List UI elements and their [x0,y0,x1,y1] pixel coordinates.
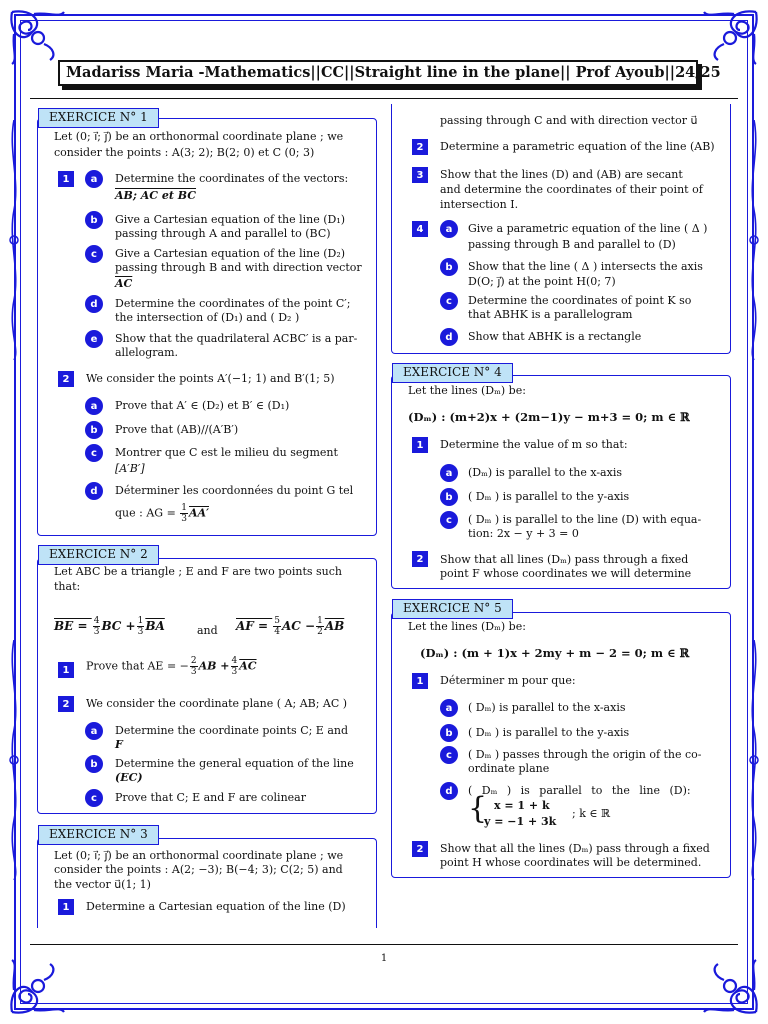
ex4-intro: Let the lines (Dₘ) be: [408,384,526,397]
ex4-q1b-text: ( Dₘ ) is parallel to the y-axis [468,490,630,503]
ex2-q2-text: We consider the coordinate plane ( A; AB; AC ) [86,697,348,710]
ex1-intro-line2: consider the points : A(3; 2); B(2; 0) et C (0; 3) [54,146,315,159]
ex3-q4d-letter: d [440,328,458,346]
ex3-intro-line3: the vector u⃗(1; 1) [54,878,151,891]
ex3-q4a-letter: a [440,220,458,238]
ex3-q4c-line1: Determine the coordinates of point K so [468,294,692,307]
exercise-2-label: EXERCICE N° 2 [38,545,159,565]
ex3-q4a-line2: passing through B and parallel to (D) [468,238,676,251]
ex1-q2c-letter: c [85,444,103,462]
ex4-q1a-letter: a [440,464,458,482]
ex1-q1c-line1: Give a Cartesian equation of the line (D₂) [115,247,346,260]
ex4-q2-line1: Show that all lines (Dₘ) pass through a fixed [440,553,689,566]
ex1-q1c-vector: $\overline{AC}$ [115,277,133,290]
ex5-q1b-letter: b [440,724,458,742]
ex1-q2a-text: Prove that A′ ∈ (D₂) et B′ ∈ (D₁) [115,399,290,412]
ex3-q4b-letter: b [440,258,458,276]
ex5-q2-number: 2 [412,841,428,857]
ex1-q2c-line2: [A′B′] [115,462,145,475]
corner-ornament-icon [700,4,764,68]
side-ornament-icon [746,640,762,880]
ex1-q2d-fraction: $\frac{1}{3}$ [181,503,188,524]
ex2-q2b-line2: (EC) [115,771,143,784]
page-number: 1 [380,953,388,964]
ex1-q1d-line2: the intersection of (D₁) and ( D₂ ) [115,311,300,324]
exercise-1-label: EXERCICE N° 1 [38,108,159,128]
ex1-q1e-line2: allelogram. [115,346,179,359]
ex2-intro-line2: that: [54,580,81,593]
ex1-q1d-letter: d [85,295,103,313]
ex1-q1b-line2: passing through A and parallel to (BC) [115,227,331,240]
ex5-equation: (Dₘ) : (m + 1)x + 2my + m − 2 = 0; m ∈ ℝ [420,646,690,660]
ex1-q1a-letter: a [85,170,103,188]
ex3-q3-line2: and determine the coordinates of their point of [440,183,703,196]
ex5-q2-line1: Show that all the lines (Dₘ) pass through a fixed [440,842,710,855]
ex3-q4d-text: Show that ABHK is a rectangle [468,330,642,343]
corner-ornament-icon [4,4,68,68]
ex5-q1d-system-line2: y = −1 + 3k [484,815,557,828]
ex1-q1c-letter: c [85,245,103,263]
side-ornament-icon [746,120,762,360]
ex2-q2a-line2: F [115,738,123,751]
ex5-q1d-letter: d [440,782,458,800]
page-title: Madariss Maria -Mathematics||CC||Straight line in the plane|| Prof Ayoub||24/25 [58,60,698,86]
ex2-q2b-letter: b [85,755,103,773]
ex5-q1d-system-line1: x = 1 + k [494,799,550,812]
ex2-q2b-line1: Determine the general equation of the line [115,757,354,770]
ex3-q4a-line1: Give a parametric equation of the line ( Δ ) [468,222,708,235]
ex1-q2b-text: Prove that (AB)//(A′B′) [115,423,239,436]
ex4-q1-number: 1 [412,437,428,453]
ex3-q4c-letter: c [440,292,458,310]
ex3-q4b-line2: D(O; j⃗) at the point H(0; 7) [468,275,616,288]
ex1-q1a-text: Determine the coordinates of the vectors: [115,172,349,185]
ex5-q1d-brace: { [468,791,488,826]
ex4-q1c-line1: ( Dₘ ) is parallel to the line (D) with equa- [468,513,702,526]
ex2-q2-number: 2 [58,696,74,712]
header-rule [30,98,738,99]
ex3-intro-line1: Let (0; i⃗; j⃗) be an orthonormal coordinate plane ; we [54,849,344,862]
ex2-equation-be: BE = $\frac{4}{3}$ BC + $\frac{1}{3}$ $\overline{BA}$ [54,616,165,637]
ex1-q2b-letter: b [85,421,103,439]
ex5-q1c-line1: ( Dₘ ) passes through the origin of the co- [468,748,702,761]
ex4-q1a-text: (Dₘ) is parallel to the x-axis [468,466,622,479]
ex2-q2a-line1: Determine the coordinate points C; E and [115,724,349,737]
ex1-q2-number: 2 [58,371,74,387]
ex1-q2a-letter: a [85,397,103,415]
exercise-3-label: EXERCICE N° 3 [38,825,159,845]
ex1-q1a-vectors: AB; AC et BC [115,189,197,202]
ex3-intro-line2: consider the points : A(2; −3); B(−4; 3); C(2; 5) and [54,863,343,876]
ex3-q3-number: 3 [412,167,428,183]
ex2-intro-line1: Let ABC be a triangle ; E and F are two points such [54,565,343,578]
ex3-q1-number: 1 [58,899,74,915]
footer-rule [30,944,738,945]
ex5-intro: Let the lines (Dₘ) be: [408,620,526,633]
ex3-q2-text: Determine a parametric equation of the line (AB) [440,140,715,153]
ex4-q1-text: Determine the value of m so that: [440,438,628,451]
ex2-q2c-letter: c [85,789,103,807]
ex1-q2c-line1: Montrer que C est le milieu du segment [115,446,338,459]
ex4-q1c-letter: c [440,511,458,529]
ex4-q1c-line2: tion: 2x − y + 3 = 0 [468,527,579,540]
ex5-q1a-text: ( Dₘ) is parallel to the x-axis [468,701,626,714]
side-ornament-icon [6,640,22,880]
ex1-q1-number: 1 [58,171,74,187]
ex2-q1-number: 1 [58,662,74,678]
ex1-q1e-line1: Show that the quadrilateral ACBC′ is a par- [115,332,358,345]
ex3-q1-line1: Determine a Cartesian equation of the line (D) [86,900,346,913]
ex4-q1b-letter: b [440,488,458,506]
ex5-q1d-k: ; k ∈ ℝ [572,807,611,820]
ex5-q1b-text: ( Dₘ ) is parallel to the y-axis [468,726,630,739]
ex1-q1e-letter: e [85,330,103,348]
ex2-equation-af: AF = $\frac{5}{4}$ AC − $\frac{1}{2}$ $\overline{AB}$ [236,616,345,637]
ex2-q1-text: Prove that AE = − $\frac{2}{3}$ AB + $\frac{4}{3}$ $\overline{AC}$ [86,656,257,677]
ex1-q2d-line1: Déterminer les coordonnées du point G tel [115,484,354,497]
exercise-4-label: EXERCICE N° 4 [392,363,513,383]
ex5-q1a-letter: a [440,699,458,717]
ex3-q2-number: 2 [412,139,428,155]
ex5-q2-line2: point H whose coordinates will be determined. [440,856,702,869]
exercise-5-label: EXERCICE N° 5 [392,599,513,619]
ex4-q2-line2: point F whose coordinates we will determine [440,567,692,580]
ex5-q1d-line1: ( Dₘ ) is parallel to the line (D): [468,784,691,797]
ex1-q1b-letter: b [85,211,103,229]
ex3-q3-line1: Show that the lines (D) and (AB) are secant [440,168,683,181]
exercise-2-box [37,558,377,814]
corner-ornament-icon [700,956,764,1020]
ex2-q2c-text: Prove that C; E and F are colinear [115,791,306,804]
ex5-q1-text: Déterminer m pour que: [440,674,576,687]
ex2-and: and [197,624,218,637]
ex4-equation: (Dₘ) : (m+2)x + (2m−1)y − m+3 = 0; m ∈ ℝ [408,410,690,424]
ex3-q1-line2: passing through C and with direction vector u⃗ [440,114,698,127]
ex1-q2d-letter: d [85,482,103,500]
ex2-q2a-letter: a [85,722,103,740]
side-ornament-icon [6,120,22,360]
ex5-q1c-line2: ordinate plane [468,762,550,775]
ex3-q3-line3: intersection I. [440,198,519,211]
ex3-q4c-line2: that ABHK is a parallelogram [468,308,633,321]
ex1-q1d-line1: Determine the coordinates of the point C′; [115,297,351,310]
corner-ornament-icon [4,956,68,1020]
ex1-q2-text: We consider the points A′(−1; 1) and B′(1; 5) [86,372,335,385]
ex5-q1c-letter: c [440,746,458,764]
ex1-q2d-line2 [115,503,209,524]
ex4-q2-number: 2 [412,551,428,567]
ex1-intro-line1: Let (0; i⃗; j⃗) be an orthonormal coordinate plane ; we [54,130,344,143]
ex1-q1c-line2: passing through B and with direction vector [115,261,362,274]
ex5-q1-number: 1 [412,673,428,689]
ex1-q2d-prefix: que : AG = [115,506,180,520]
ex1-q1b-line1: Give a Cartesian equation of the line (D₁) [115,213,346,226]
ex1-q2d-vector: AA′ [189,506,209,520]
ex3-q4-number: 4 [412,221,428,237]
ex3-q4b-line1: Show that the line ( Δ ) intersects the axis [468,260,703,273]
